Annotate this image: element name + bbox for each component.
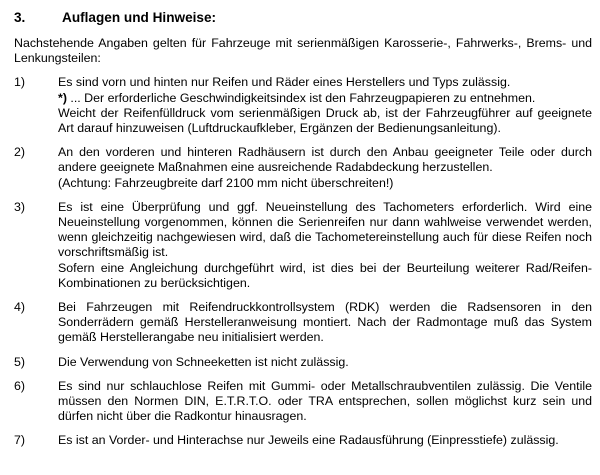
item-paragraph: Es ist an Vorder- und Hinterachse nur Jeweils eine Radausführung (Einpresstiefe) zulässig. [58, 433, 559, 448]
footnote-text: ... Der erforderliche Geschwindigkeitsindex ist den Fahrzeugpapieren zu entnehmen. [70, 90, 536, 105]
item-body [58, 145, 592, 191]
item-warning: (Achtung: Fahrzeugbreite darf 2100 mm nicht überschreiten!) [58, 175, 394, 190]
item-number: 7) [14, 433, 26, 448]
item-paragraph: Sofern eine Angleichung durchgeführt wird, ist dies bei der Beurteilung weiterer Rad/Reifen-Kombinationen zu berücksichtigen. [58, 260, 592, 290]
item-body [58, 355, 592, 370]
list-item-5 [14, 355, 592, 370]
list-item-6 [14, 379, 592, 425]
section-heading [14, 9, 592, 26]
item-number: 3) [14, 199, 26, 214]
item-paragraph: An den vorderen und hinteren Radhäusern ist durch den Anbau geeigneter Teile oder durch andere geeignete Maßnahmen eine ausreichende Radabdeckung herzustellen. [58, 145, 592, 175]
list-item-1 [14, 75, 592, 136]
list-item-2 [14, 145, 592, 191]
footnote-marker: *) [58, 90, 67, 105]
item-paragraph: Es sind vorn und hinten nur Reifen und Räder eines Herstellers und Typs zulässig. [58, 75, 511, 90]
item-body [58, 379, 592, 425]
item-number: 4) [14, 300, 26, 315]
item-paragraph: Weicht der Reifenfülldruck vom serienmäßigen Druck ab, ist der Fahrzeugführer auf geeignete Art darauf hinzuweisen (Luftdruckaufkleber, Ergänzen der Bedienungsanleitung). [58, 105, 592, 136]
item-number: 1) [14, 75, 26, 90]
item-body [58, 300, 592, 346]
list-item-3 [14, 200, 592, 291]
item-body [58, 433, 592, 448]
item-number: 5) [14, 354, 26, 369]
item-paragraph: Es sind nur schlauchlose Reifen mit Gummi- oder Metallschraubventilen zulässig. Die Ventile müssen den Normen DIN, E.T.R.T.O. oder TRA entsprechen, sollen möglichst kurz sein und dürfen nicht über die Radkontur hinausragen. [58, 378, 592, 424]
item-number: 2) [14, 145, 26, 160]
intro-paragraph: Nachstehende Angaben gelten für Fahrzeuge mit serienmäßigen Karosserie-, Fahrwerks-, Brems- und Lenkungsteilen: [14, 36, 592, 66]
footnote-paragraph [58, 91, 592, 106]
section-title: Auflagen und Hinweise: [62, 10, 217, 25]
item-paragraph: Es ist eine Überprüfung und ggf. Neueinstellung des Tachometers erforderlich. Wird eine Neueinstellung vorgenommen, können die Serienreifen nur dann wahlweise verwendet werden, wenn gleichzeitig nachgewiesen wird, daß die Tachometereinstellung auch für diese Reifen noch vorschriftsmäßig ist. [58, 199, 592, 260]
list-item-7 [14, 433, 592, 448]
item-number: 6) [14, 378, 26, 393]
item-body [58, 200, 592, 291]
item-paragraph: Die Verwendung von Schneeketten ist nicht zulässig. [58, 354, 349, 369]
list-item-4 [14, 300, 592, 346]
item-body [58, 75, 592, 136]
item-paragraph: Bei Fahrzeugen mit Reifendruckkontrollsystem (RDK) werden die Radsensoren in den Sonderrädern gemäß Herstelleranweisung montiert. Nach der Radmontage muß das System gemäß Herstellerangabe neu initialisiert werden. [58, 300, 592, 345]
section-number: 3. [14, 10, 26, 25]
